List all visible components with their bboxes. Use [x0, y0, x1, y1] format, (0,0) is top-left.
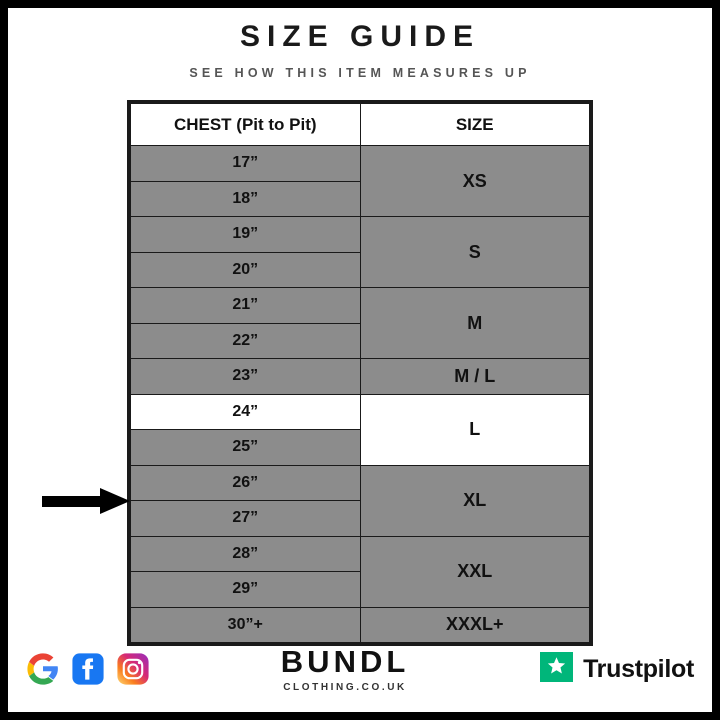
- column-header-chest: CHEST (Pit to Pit): [131, 104, 361, 146]
- page-subtitle: SEE HOW THIS ITEM MEASURES UP: [189, 66, 531, 80]
- chest-cell: 19”: [131, 217, 361, 253]
- table-row-highlighted: [131, 394, 590, 430]
- table-row: [131, 146, 590, 182]
- brand-logo: [280, 643, 410, 693]
- trustpilot-star-icon: [540, 649, 576, 690]
- chest-cell: 20”: [131, 252, 361, 288]
- page-title: SIZE GUIDE: [239, 20, 481, 53]
- arrow-right-icon: [42, 488, 134, 514]
- social-icons: [26, 652, 150, 686]
- size-cell: XS: [360, 146, 590, 217]
- table-row: [131, 288, 590, 324]
- footer: [8, 638, 712, 700]
- brand-domain: CLOTHING.CO.UK: [283, 681, 407, 693]
- size-cell: XXL: [360, 536, 590, 607]
- table-row: [131, 359, 590, 395]
- chest-cell: 23”: [131, 359, 361, 395]
- size-cell-selected: L: [360, 394, 590, 465]
- size-cell: M: [360, 288, 590, 359]
- table-header-row: [131, 104, 590, 146]
- table-row: [131, 536, 590, 572]
- chest-cell: 17”: [131, 146, 361, 182]
- chest-cell-selected: 24”: [131, 394, 361, 430]
- trustpilot-badge[interactable]: [540, 649, 694, 690]
- size-cell: XL: [360, 465, 590, 536]
- size-table-container: [127, 100, 593, 646]
- chest-cell: 18”: [131, 181, 361, 217]
- trustpilot-label: Trustpilot: [583, 654, 694, 683]
- table-row: [131, 465, 590, 501]
- chest-cell: 25”: [131, 430, 361, 466]
- table-body: [131, 146, 590, 643]
- instagram-icon[interactable]: [116, 652, 150, 686]
- size-cell: M / L: [360, 359, 590, 395]
- chest-cell: 26”: [131, 465, 361, 501]
- facebook-icon[interactable]: [71, 652, 105, 686]
- chest-cell: 21”: [131, 288, 361, 324]
- chest-cell: 27”: [131, 501, 361, 537]
- chest-cell: 28”: [131, 536, 361, 572]
- column-header-size: SIZE: [360, 104, 590, 146]
- table-row: [131, 217, 590, 253]
- size-guide-sheet: [8, 8, 712, 712]
- size-cell: S: [360, 217, 590, 288]
- google-icon[interactable]: [26, 652, 60, 686]
- size-cell: XXXL+: [360, 607, 590, 643]
- chest-cell: 29”: [131, 572, 361, 608]
- chest-cell: 22”: [131, 323, 361, 359]
- chest-cell: 30”+: [131, 607, 361, 643]
- size-table: [130, 103, 590, 643]
- brand-name: BUNDL: [280, 643, 410, 679]
